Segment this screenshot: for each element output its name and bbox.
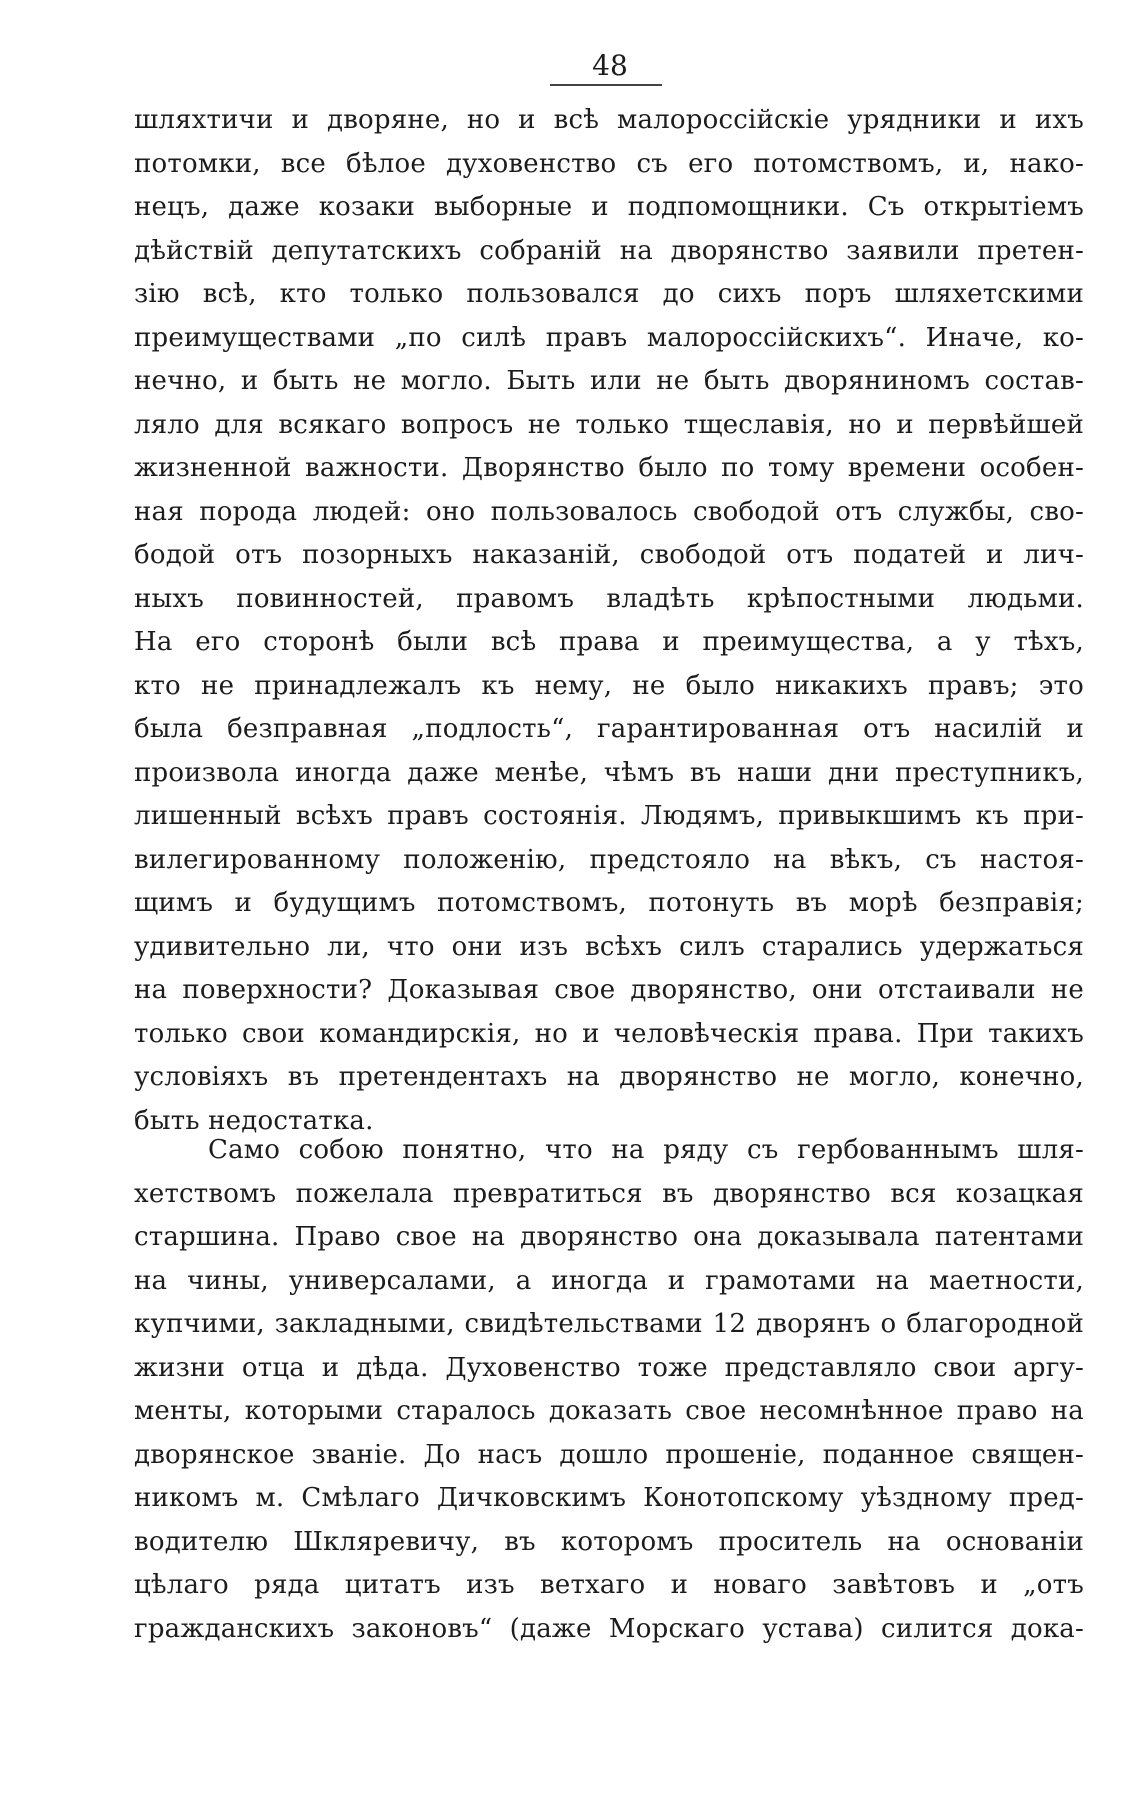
text-line: Само собою понятно, что на ряду съ гербованнымъ шля-: [208, 1135, 1084, 1165]
paragraph-2: [134, 1129, 1084, 1651]
page-number: 48: [592, 49, 628, 82]
text-line: жизненной важности. Дворянство было по тому времени особен-: [134, 453, 1084, 483]
page-number-underline: [550, 84, 662, 86]
text-line: ная порода людей: оно пользовалось свободой отъ службы, сво-: [134, 496, 1084, 527]
text-line: гражданскихъ законовъ“ (даже Морскаго устава) силится дока-: [134, 1613, 1084, 1644]
text-line: дѣйствій депутатскихъ собраній на дворянство заявили претен-: [134, 235, 1084, 266]
text-line: только свои командирскія, но и человѣческія права. При такихъ: [134, 1018, 1084, 1049]
text-line: произвола иногда даже менѣе, чѣмъ въ наши дни преступникъ,: [134, 757, 1084, 788]
text-line: дворянское званіе. До насъ дошло прошеніе, поданное священ-: [134, 1439, 1084, 1470]
text-line: условіяхъ въ претендентахъ на дворянство не могло, конечно,: [134, 1062, 1084, 1092]
text-line: водителю Шкляревичу, въ которомъ проситель на основаніи: [134, 1526, 1084, 1557]
text-line: кто не принадлежалъ къ нему, не было никакихъ правъ; это: [134, 670, 1084, 701]
text-line: ляло для всякаго вопросъ не только тщеславія, но и первѣйшей: [134, 409, 1084, 440]
text-line: никомъ м. Смѣлаго Дичковскимъ Конотопскому уѣздному пред-: [134, 1483, 1084, 1513]
text-line: нецъ, даже козаки выборные и подпомощники. Съ открытіемъ: [134, 192, 1084, 222]
text-line: удивительно ли, что они изъ всѣхъ силъ старались удержаться: [134, 931, 1084, 962]
text-line: купчими, закладными, свидѣтельствами 12 дворянъ о благородной: [134, 1309, 1084, 1339]
text-line: хетствомъ пожелала превратиться въ дворянство вся козацкая: [134, 1178, 1084, 1209]
text-line: на чины, универсалами, а иногда и грамотами на маетности,: [134, 1265, 1084, 1296]
text-line: была безправная „подлость“, гарантированная отъ насилій и: [134, 714, 1084, 744]
text-line: вилегированному положенію, предстояло на вѣкъ, съ настоя-: [134, 844, 1084, 875]
text-line: бодой отъ позорныхъ наказаній, свободой отъ податей и лич-: [134, 540, 1084, 570]
text-line: жизни отца и дѣда. Духовенство тоже представляло свои аргу-: [134, 1352, 1084, 1383]
text-line: менты, которыми старалось доказать свое несомнѣнное право на: [134, 1396, 1084, 1426]
text-line: преимуществами „по силѣ правъ малороссійскихъ“. Иначе, ко-: [134, 322, 1084, 353]
text-line: нечно, и быть не могло. Быть или не быть дворяниномъ состав-: [134, 366, 1084, 396]
text-line: лишенный всѣхъ правъ состоянія. Людямъ, привыкшимъ къ при-: [134, 801, 1084, 831]
text-line: зію всѣ, кто только пользовался до сихъ поръ шляхетскими: [134, 279, 1084, 309]
text-line: щимъ и будущимъ потомствомъ, потонуть въ морѣ безправія;: [134, 888, 1084, 918]
text-line: На его сторонѣ были всѣ права и преимущества, а у тѣхъ,: [134, 627, 1084, 657]
text-line: старшина. Право свое на дворянство она доказывала патентами: [134, 1222, 1084, 1252]
text-line: цѣлаго ряда цитатъ изъ ветхаго и новаго завѣтовъ и „отъ: [134, 1570, 1084, 1600]
text-line: потомки, все бѣлое духовенство съ его потомствомъ, и, нако-: [134, 148, 1084, 179]
text-line: шляхтичи и дворяне, но и всѣ малороссійскіе урядники и ихъ: [134, 105, 1084, 135]
text-line: быть недостатка.: [134, 1105, 374, 1136]
paragraph-1: [134, 99, 1084, 1143]
text-line: ныхъ повинностей, правомъ владѣть крѣпостными людьми.: [134, 583, 1084, 614]
text-line: на поверхности? Доказывая свое дворянство, они отстаивали не: [134, 975, 1084, 1005]
